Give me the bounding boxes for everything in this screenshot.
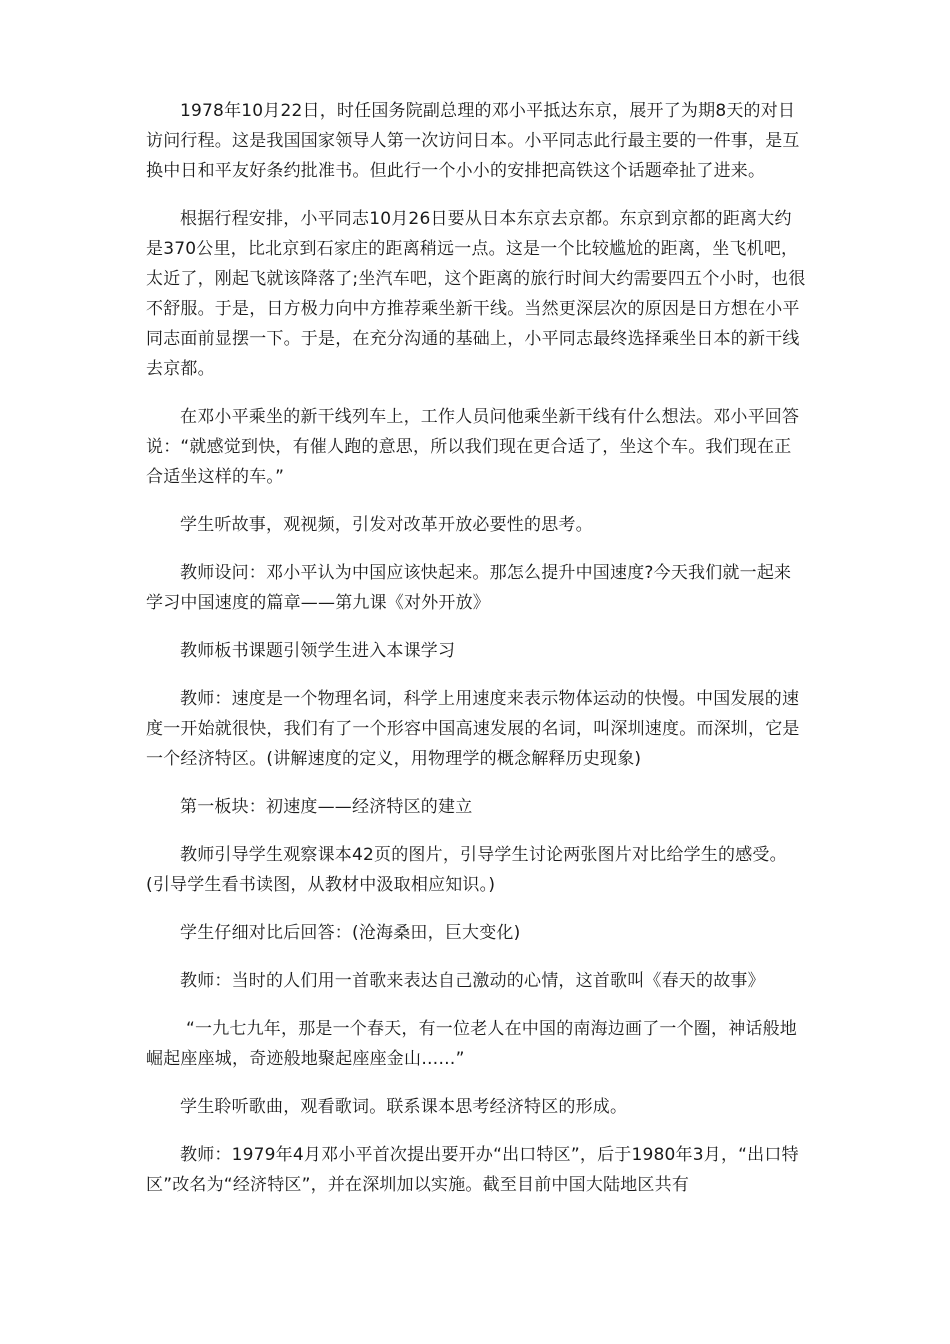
paragraph-song-lyrics: “一九七九年，那是一个春天，有一位老人在中国的南海边画了一个圈，神话般地崛起座座城，奇迹般地聚起座座金山……” (146, 1019, 798, 1069)
paragraph-teacher-question: 教师设问：邓小平认为中国应该快起来。那怎么提升中国速度?今天我们就一起来学习中国速度的篇章——第九课《对外开放》 (146, 563, 792, 613)
paragraph-special-zones: 教师：1979年4月邓小平首次提出要开办“出口特区”，后于1980年3月，“出口特区”改名为“经济特区”，并在深圳加以实施。截至目前中国大陆地区共有 (146, 1145, 799, 1195)
paragraph-tokyo-kyoto-itinerary: 根据行程安排，小平同志10月26日要从日本东京去京都。东京到京都的距离大约是370公里，比北京到石家庄的距离稍远一点。这是一个比较尴尬的距离，坐飞机吧，太近了，刚起飞就该降落了;坐汽车吧，这个距离的旅行时间大约需要四五个小时，也很不舒服。于是，日方极力向中方推荐乘坐新干线。当然更深层次的原因是日方想在小平同志面前显摆一下。于是，在充分沟通的基础上，小平同志最终选择乘坐日本的新干线去京都。 (146, 209, 806, 379)
paragraph-student-answer: 学生仔细对比后回答：(沧海桑田，巨大变化) (180, 923, 521, 943)
paragraph-speed-definition: 教师：速度是一个物理名词，科学上用速度来表示物体运动的快慢。中国发展的速度一开始就很快，我们有了一个形容中国高速发展的名词，叫深圳速度。而深圳，它是一个经济特区。(讲解速度的定义，用物理学的概念解释历史现象) (146, 689, 800, 769)
document-body (146, 96, 808, 1218)
paragraph-student-reflection: 学生听故事，观视频，引发对改革开放必要性的思考。 (180, 515, 593, 535)
paragraph-listen-song: 学生聆听歌曲，观看歌词。联系课本思考经济特区的形成。 (180, 1097, 628, 1117)
paragraph-deng-visit-japan: 1978年10月22日，时任国务院副总理的邓小平抵达东京，展开了为期8天的对日访问行程。这是我国国家领导人第一次访问日本。小平同志此行最主要的一件事，是互换中日和平友好条约批准书。但此行一个小小的安排把高铁这个话题牵扯了进来。 (146, 101, 800, 181)
paragraph-textbook-images: 教师引导学生观察课本42页的图片，引导学生讨论两张图片对比给学生的感受。(引导学生看书读图，从教材中汲取相应知识。) (146, 845, 787, 895)
paragraph-shinkansen-remark: 在邓小平乘坐的新干线列车上，工作人员问他乘坐新干线有什么想法。邓小平回答说：“就感觉到快，有催人跑的意思，所以我们现在更合适了，坐这个车。我们现在正合适坐这样的车。” (146, 407, 800, 487)
paragraph-spring-story-song: 教师：当时的人们用一首歌来表达自己激动的心情，这首歌叫《春天的故事》 (180, 971, 765, 991)
paragraph-section-one-heading: 第一板块：初速度——经济特区的建立 (180, 797, 473, 817)
paragraph-board-title: 教师板书课题引领学生进入本课学习 (180, 641, 456, 661)
